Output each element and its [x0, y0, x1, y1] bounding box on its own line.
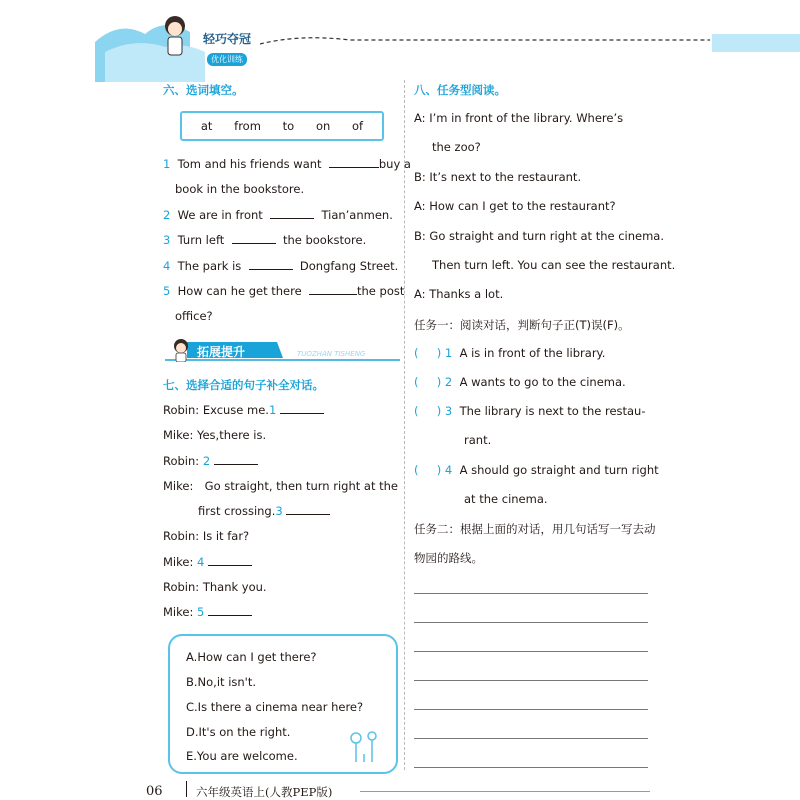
answer-blank[interactable] — [309, 284, 357, 295]
flower-icon — [344, 728, 384, 764]
banner-title: 拓展提升 — [197, 345, 246, 359]
tf-text: A is in front of the library. — [459, 346, 606, 360]
word-bank-item: at — [200, 119, 213, 133]
blank-number: 4 — [196, 555, 205, 569]
dialog-line-3 — [163, 454, 258, 468]
tf-text: A should go straight and turn right — [459, 463, 659, 477]
speaker: Robin: — [163, 454, 200, 468]
tf-item-3 — [414, 404, 646, 418]
brand-title: 轻巧夺冠 — [202, 32, 251, 46]
footer-separator — [186, 781, 187, 797]
answer-blank[interactable] — [232, 233, 276, 244]
options-box — [168, 634, 398, 774]
passage-line: A: I’m in front of the library. Where’s — [414, 111, 624, 125]
word-bank-item: to — [282, 119, 295, 133]
dialog-line-7 — [163, 580, 267, 594]
question-text: Dongfang Street. — [299, 259, 399, 273]
mascot-icon — [160, 14, 190, 60]
column-divider — [404, 80, 405, 770]
dialog-text: Go straight, then turn right at the — [204, 479, 398, 493]
question-text: the post — [357, 284, 405, 298]
dialog-line-4 — [163, 479, 398, 493]
question-text: Turn left — [177, 233, 225, 247]
tf-item-4 — [414, 463, 659, 477]
book-title: 六年级英语上(人教PEP版) — [196, 785, 333, 799]
writing-line[interactable] — [414, 767, 648, 768]
section-banner — [165, 336, 400, 366]
page-number: 06 — [146, 784, 163, 799]
tf-item-2 — [414, 375, 626, 389]
question-number: 2 — [444, 375, 453, 389]
banner-subtitle: TUOZHAN TISHENG — [297, 350, 366, 358]
blank-number: 2 — [202, 454, 211, 468]
word-bank-box — [180, 111, 384, 141]
dialog-text: first crossing. — [198, 504, 276, 518]
answer-paren[interactable]: ( ) — [414, 346, 442, 360]
passage-line: A: Thanks a lot. — [414, 287, 504, 301]
fill-question-1-cont: book in the bookstore. — [175, 182, 305, 196]
passage-line: Then turn left. You can see the restaurant. — [432, 258, 676, 272]
question-text: We are in front — [177, 208, 263, 222]
answer-blank[interactable] — [208, 555, 252, 566]
passage-line: the zoo? — [432, 140, 481, 154]
speaker: Robin: — [163, 529, 200, 543]
footer-rule — [360, 791, 650, 792]
question-text: buy a — [378, 157, 411, 171]
speaker: Robin: — [163, 580, 200, 594]
speaker: Mike: — [163, 555, 194, 569]
answer-blank[interactable] — [270, 208, 314, 219]
answer-blank[interactable] — [329, 157, 379, 168]
word-bank-list — [182, 113, 382, 139]
option-c: C.Is there a cinema near here? — [186, 700, 364, 714]
dialog-line-8 — [163, 605, 252, 619]
tf-text: A wants to go to the cinema. — [459, 375, 626, 389]
word-bank-item: of — [352, 119, 364, 133]
passage-line: B: Go straight and turn right at the cinema. — [414, 229, 665, 243]
writing-line[interactable] — [414, 622, 648, 623]
answer-paren[interactable]: ( ) — [414, 463, 442, 477]
speaker: Robin: — [163, 403, 200, 417]
answer-paren[interactable]: ( ) — [414, 404, 442, 418]
question-number: 5 — [163, 284, 171, 298]
word-bank-item: on — [315, 119, 331, 133]
fill-question-4 — [163, 259, 398, 273]
question-number: 3 — [444, 404, 453, 418]
writing-line[interactable] — [414, 680, 648, 681]
dialog-line-5 — [163, 529, 249, 543]
option-b: B.No,it isn't. — [186, 675, 256, 689]
task-2-title-cont: 物园的路线。 — [414, 551, 483, 565]
speaker: Mike: — [163, 428, 194, 442]
blank-number: 1 — [268, 403, 277, 417]
answer-blank[interactable] — [280, 403, 324, 414]
header-dashed-line — [260, 30, 710, 50]
dialog-text: Thank you. — [202, 580, 267, 594]
brand-logo — [196, 30, 258, 66]
answer-blank[interactable] — [208, 605, 252, 616]
speaker: Mike: — [163, 479, 194, 493]
tf-item-3-cont: rant. — [464, 433, 492, 447]
section-7-title: 七、选择合适的句子补全对话。 — [163, 378, 324, 392]
question-number: 2 — [163, 208, 171, 222]
passage-line: B: It’s next to the restaurant. — [414, 170, 582, 184]
section-8-title: 八、任务型阅读。 — [414, 83, 506, 97]
question-text: Tian’anmen. — [321, 208, 393, 222]
task-2-title: 任务二：根据上面的对话，用几句话写一写去动 — [414, 522, 656, 536]
answer-paren[interactable]: ( ) — [414, 375, 442, 389]
fill-question-2 — [163, 208, 393, 222]
avatar — [171, 338, 191, 362]
dialog-line-6 — [163, 555, 252, 569]
word-bank-item: from — [234, 119, 261, 133]
header-corner-band — [712, 34, 800, 52]
answer-blank[interactable] — [286, 504, 330, 515]
question-text: How can he get there — [177, 284, 302, 298]
question-text: the bookstore. — [282, 233, 367, 247]
question-number: 1 — [444, 346, 453, 360]
speaker: Mike: — [163, 605, 194, 619]
tf-item-4-cont: at the cinema. — [464, 492, 548, 506]
question-number: 4 — [444, 463, 453, 477]
question-text: Tom and his friends want — [177, 157, 322, 171]
writing-line[interactable] — [414, 651, 648, 652]
tf-text: The library is next to the restau- — [459, 404, 646, 418]
option-d: D.It's on the right. — [186, 725, 291, 739]
question-text: The park is — [177, 259, 242, 273]
blank-number: 3 — [275, 504, 283, 518]
option-a: A.How can I get there? — [186, 650, 317, 664]
question-number: 4 — [163, 259, 171, 273]
fill-question-5 — [163, 284, 405, 298]
answer-blank[interactable] — [249, 259, 293, 270]
question-number: 3 — [163, 233, 171, 247]
dialog-line-4-cont — [198, 504, 330, 518]
dialog-text: Is it far? — [202, 529, 250, 543]
fill-question-1 — [163, 157, 411, 171]
blank-number: 5 — [196, 605, 205, 619]
section-6-title: 六、选词填空。 — [163, 83, 244, 97]
brand-subtitle: 优化训练 — [207, 53, 247, 66]
question-number: 1 — [163, 157, 171, 171]
fill-question-3 — [163, 233, 366, 247]
fill-question-5-cont: office? — [175, 309, 213, 323]
dialog-line-2 — [163, 428, 266, 442]
tf-item-1 — [414, 346, 605, 360]
writing-line[interactable] — [414, 593, 648, 594]
writing-line[interactable] — [414, 738, 648, 739]
passage-line: A: How can I get to the restaurant? — [414, 199, 616, 213]
task-1-title: 任务一：阅读对话，判断句子正(T)误(F)。 — [414, 318, 630, 332]
option-e: E.You are welcome. — [186, 749, 298, 763]
dialog-line-1 — [163, 403, 324, 417]
writing-line[interactable] — [414, 709, 648, 710]
dialog-text: Yes,there is. — [196, 428, 267, 442]
answer-blank[interactable] — [214, 454, 258, 465]
dialog-text: Excuse me. — [202, 403, 269, 417]
